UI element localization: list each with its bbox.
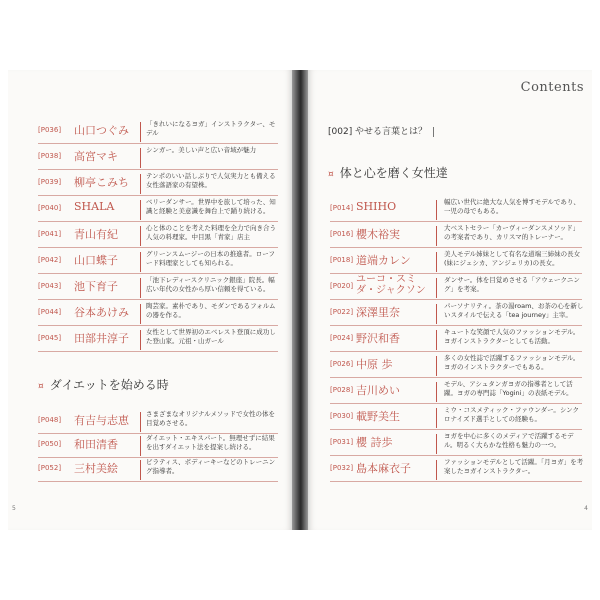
toc-entry	[308, 250, 592, 274]
entry-page-code: [P018]	[330, 256, 354, 264]
entry-person-name: 吉川めい	[356, 384, 400, 397]
entry-divider	[140, 278, 141, 298]
entry-person-name: 青山有紀	[74, 228, 118, 241]
entry-divider	[140, 174, 141, 194]
entry-page-code: [P014]	[330, 204, 354, 212]
entry-page-code: [P039]	[38, 178, 62, 186]
entry-rule	[38, 221, 278, 222]
entry-person-name: 載野美生	[356, 410, 400, 423]
entry-rule	[330, 221, 582, 222]
toc-entry	[308, 302, 592, 326]
entry-person-name: 櫻木裕実	[356, 228, 400, 241]
entry-rule	[330, 351, 582, 352]
entry-person-name: ユーコ・スミダ・ジャクソン	[356, 274, 426, 296]
toc-entry	[8, 172, 292, 196]
entry-page-code: [P016]	[330, 230, 354, 238]
entry-rule	[330, 247, 582, 248]
toc-entry	[308, 406, 592, 430]
entry-page-code: [P020]	[330, 282, 354, 290]
entry-divider	[140, 460, 141, 480]
toc-entry	[8, 458, 292, 482]
section-title-body-mind: 体と心を磨く女性達	[339, 166, 448, 180]
entry-page-code: [P048]	[38, 416, 62, 424]
toc-entry	[8, 410, 292, 434]
entry-person-name: 池下育子	[74, 280, 118, 293]
entry-description: 美人モデル姉妹として有名な道端三姉妹の長女(妹にジェシカ、アンジェリカ)の長女。	[444, 250, 581, 267]
entry-person-name: 野沢和香	[356, 332, 400, 345]
entry-divider	[140, 226, 141, 246]
entry-page-code: [P041]	[38, 230, 62, 238]
entry-description: 陶芸家。素朴であり、モダンであるフォルムの器を作る。	[146, 302, 276, 319]
entry-person-name: 谷本あけみ	[74, 306, 129, 319]
section-title-diet: ダイエットを始める時	[49, 378, 169, 392]
toc-entry	[308, 224, 592, 248]
section-heading-body-mind: ¤ 体と心を磨く女性達	[328, 166, 448, 180]
intro-text: [002] やせる言葉とは？	[328, 127, 428, 137]
entry-description: 幅広い世代に絶大な人気を博すモデルであり、一児の母でもある。	[444, 198, 580, 215]
entry-page-code: [P050]	[38, 440, 62, 448]
entry-rule	[330, 455, 582, 456]
entry-description: ベリーダンサー。世界中を旅して培った、知識と経験と美意識を舞台上で踊り続ける。	[146, 198, 276, 215]
entry-page-code: [P024]	[330, 334, 354, 342]
entry-rule	[330, 377, 582, 378]
entry-description: 大ベストセラー「カーヴィーダンスメソッド」の考案者であり、カリスマ的トレーナー。	[444, 224, 580, 241]
entry-rule	[38, 195, 278, 196]
entry-divider	[140, 122, 141, 142]
book-gutter	[292, 70, 308, 530]
entry-person-name: 三村美絵	[74, 462, 118, 475]
entry-divider	[436, 408, 437, 428]
entry-rule	[38, 299, 278, 300]
entry-divider	[436, 200, 437, 220]
entry-person-name: 島本麻衣子	[356, 462, 411, 475]
toc-entry	[8, 146, 292, 170]
entry-person-name: 有吉与志恵	[74, 414, 129, 427]
entry-description: ファッションモデルとして活躍。「月ヨガ」を考案したヨガインストラクター。	[444, 458, 584, 475]
entry-page-code: [P042]	[38, 256, 62, 264]
entry-page-code: [P043]	[38, 282, 62, 290]
toc-entry	[8, 302, 292, 326]
entry-divider	[436, 304, 437, 324]
entry-person-name: 田部井淳子	[74, 332, 129, 345]
toc-entry	[308, 276, 592, 300]
toc-entry	[308, 458, 592, 482]
entry-page-code: [P040]	[38, 204, 62, 212]
toc-entry	[308, 380, 592, 404]
entry-page-code: [P031]	[330, 438, 354, 446]
entry-description: パーソナリティ。茶の湯roam、お茶の心を新しいスタイルで伝える「tea journey」主宰。	[444, 302, 584, 319]
entry-rule	[38, 351, 278, 352]
entry-rule	[38, 169, 278, 170]
toc-entry	[8, 328, 292, 352]
entry-divider	[436, 226, 437, 246]
entry-person-name: 深澤里奈	[356, 306, 400, 319]
right-page	[308, 70, 592, 530]
contents-heading: Contents	[520, 80, 584, 95]
left-page	[8, 70, 292, 530]
entry-rule	[330, 403, 582, 404]
entry-description: シンガー。美しい声と広い音域が魅力	[146, 146, 257, 154]
entry-divider	[140, 148, 141, 168]
toc-entry	[8, 120, 292, 144]
entry-divider	[436, 252, 437, 272]
entry-person-name: SHALA	[74, 200, 115, 213]
entry-description: グリーンスムージーの日本の推進者。ローフード料理家としても知られる。	[146, 250, 275, 267]
page-number-right: 4	[584, 505, 588, 512]
entry-person-name: 山口つぐみ	[74, 124, 129, 137]
entry-description: 多くの女性誌で活躍するファッションモデル。ヨガのインストラクターでもある。	[444, 354, 580, 371]
entry-divider	[140, 436, 141, 456]
entry-rule	[330, 325, 582, 326]
entry-rule	[38, 143, 278, 144]
entry-rule	[38, 247, 278, 248]
entry-rule	[38, 273, 278, 274]
entry-divider	[436, 434, 437, 454]
entry-divider	[140, 252, 141, 272]
entry-person-name: 山口蝶子	[74, 254, 118, 267]
toc-entry	[308, 328, 592, 352]
entry-person-name: 柳亭こみち	[74, 176, 129, 189]
entry-page-code: [P022]	[330, 308, 354, 316]
toc-entry	[8, 198, 292, 222]
book-spread	[0, 70, 600, 530]
entry-description: ピラティス、ボディーキーなどのトレーニング指導者。	[146, 458, 276, 475]
entry-description: キュートな笑顔で人気のファッションモデル。ヨガインストラクターとしても活動。	[444, 328, 580, 345]
entry-divider	[140, 200, 141, 220]
toc-entry	[8, 250, 292, 274]
toc-entry	[8, 434, 292, 458]
entry-description: ダンサー。体を目覚めさせる「アウェークニング」を考案。	[444, 276, 580, 293]
entry-divider	[140, 330, 141, 350]
entry-rule	[330, 481, 582, 482]
entry-page-code: [P026]	[330, 360, 354, 368]
entry-description: ダイエット・エキスパート。無理せずに結果を出すダイエット法を提案し続ける。	[146, 434, 275, 451]
entry-person-name: 道端カレン	[356, 254, 411, 267]
entry-person-name: 和田清香	[74, 438, 118, 451]
entry-person-name: 中原 歩	[356, 358, 393, 371]
entry-page-code: [P044]	[38, 308, 62, 316]
entry-description: モデル、アシュタンガヨガの指導者として活躍。ヨガの専門誌「Yogini」の表紙モデル。	[444, 380, 573, 397]
entry-page-code: [P030]	[330, 412, 354, 420]
entry-divider	[436, 460, 437, 480]
entry-divider	[436, 330, 437, 350]
entry-description: さまざまなオリジナルメソッドで女性の体を目覚めさせる。	[146, 410, 275, 427]
toc-entry	[308, 198, 592, 222]
entry-person-name: SHIHO	[356, 200, 397, 213]
toc-entry	[8, 276, 292, 300]
entry-rule	[330, 429, 582, 430]
entry-rule	[330, 299, 582, 300]
entry-page-code: [P028]	[330, 386, 354, 394]
entry-description: 「池下レディースクリニック銀座」院長。幅広い年代の女性から厚い信頼を得ている。	[146, 276, 275, 293]
intro-line	[328, 124, 434, 137]
entry-description: ミウ・コスメティック・ファウンダー。シンクロナイズド選手としての経験も。	[444, 406, 580, 423]
entry-person-name: 櫻 詩歩	[356, 436, 393, 449]
entry-rule	[38, 481, 278, 482]
entry-divider	[436, 382, 437, 402]
entry-divider	[436, 356, 437, 376]
entry-page-code: [P036]	[38, 126, 62, 134]
entry-description: テンポのいい話しぶりで人気実力とも備える女性落語家の有望株。	[146, 172, 276, 189]
entry-person-name: 高宮マキ	[74, 150, 118, 163]
entry-description: ヨガを中心に多くのメディアで活躍するモデル。明るく大らかな性格も魅力の一つ。	[444, 432, 574, 449]
page-number-left: 5	[12, 505, 16, 512]
entry-description: 「きれいになるヨガ」インストラクター、モデル	[146, 120, 276, 137]
toc-entry	[308, 432, 592, 456]
toc-entry	[8, 224, 292, 248]
entry-page-code: [P032]	[330, 464, 354, 472]
entry-divider	[436, 278, 437, 298]
entry-page-code: [P045]	[38, 334, 62, 342]
entry-page-code: [P052]	[38, 464, 62, 472]
entry-divider	[140, 304, 141, 324]
entry-divider	[140, 412, 141, 432]
toc-entry	[308, 354, 592, 378]
entry-rule	[38, 325, 278, 326]
section-heading-diet: ¤ ダイエットを始める時	[38, 378, 169, 392]
entry-page-code: [P038]	[38, 152, 62, 160]
entry-description: 心と体のことを考えた料理を全力で向き合う人気の料理家。中目黒「青家」店主	[146, 224, 276, 241]
entry-description: 女性として世界初のエベレスト登頂に成功した登山家。元祖・山ガール	[146, 328, 276, 345]
